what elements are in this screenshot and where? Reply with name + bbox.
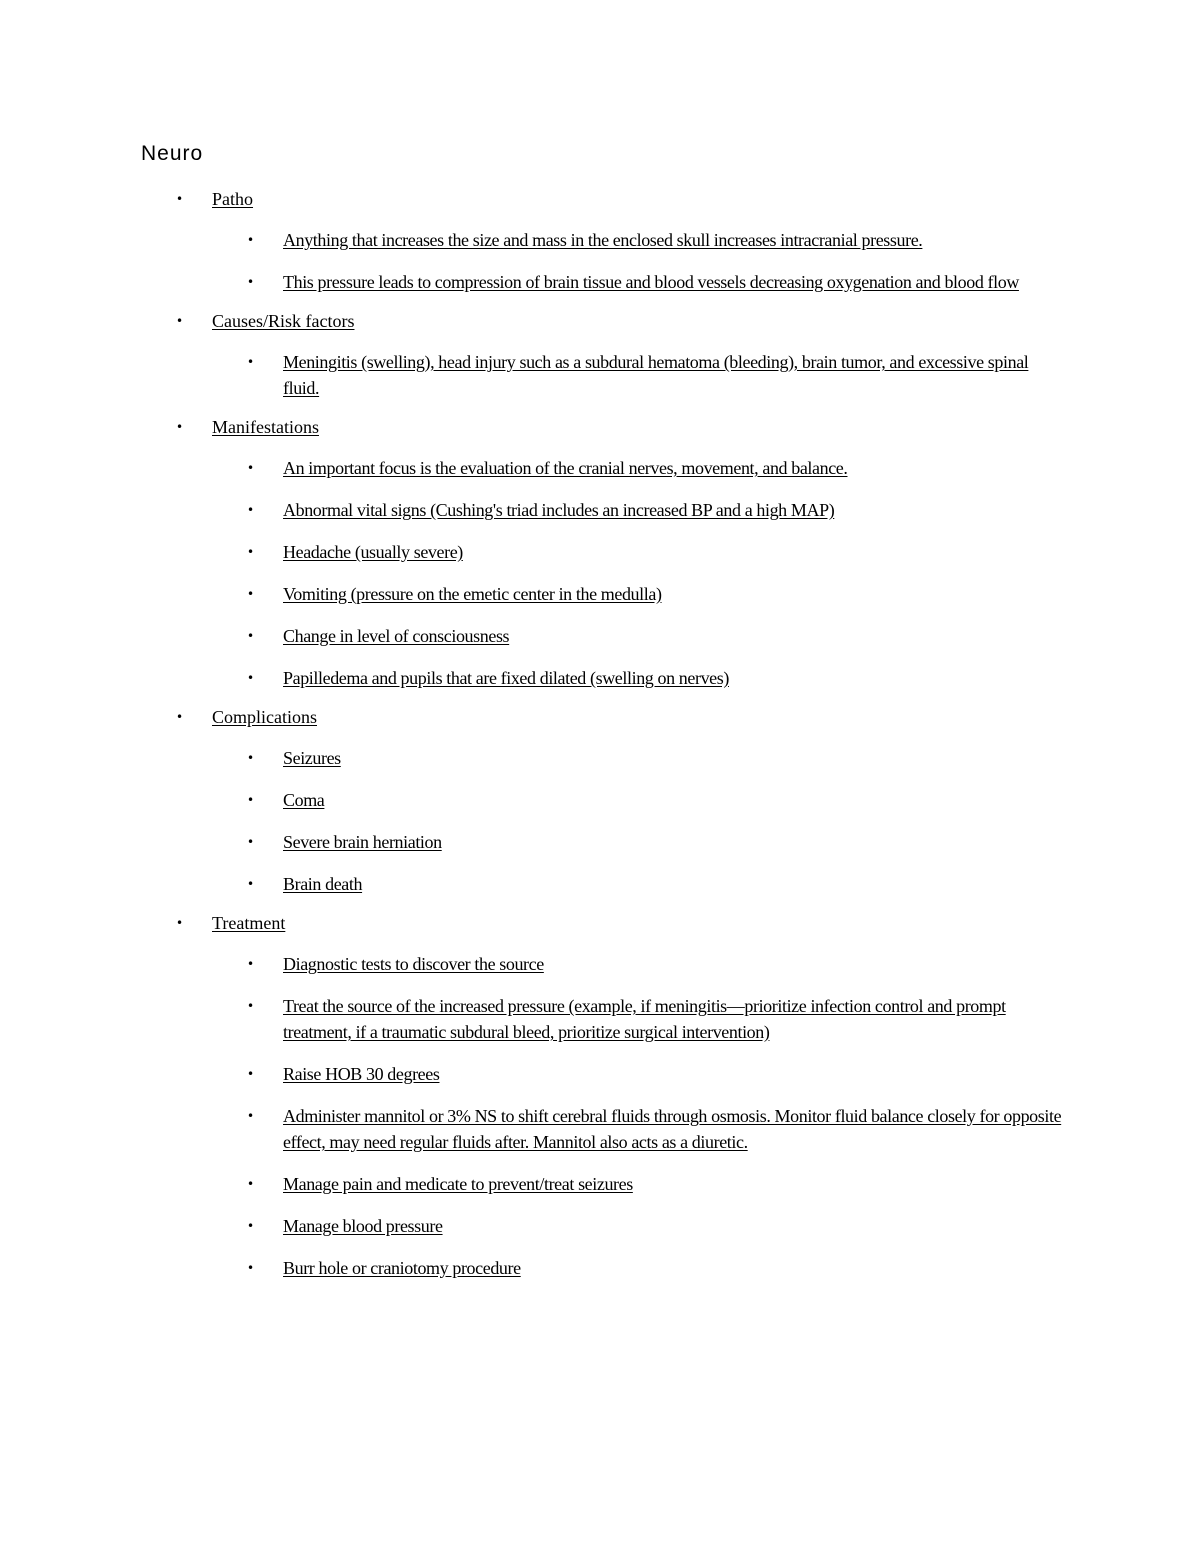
list-item <box>247 1103 1063 1155</box>
list-item-text: Diagnostic tests to discover the source <box>283 954 544 974</box>
section-heading-text: Causes/Risk factors <box>212 311 355 331</box>
list-item-text: Brain death <box>283 874 363 894</box>
bullet-icon: • <box>247 587 254 601</box>
bullet-icon: • <box>247 877 254 891</box>
list-item-text: Treat the source of the increased pressure (example, if meningitis—prioritize infection control and prompt treatment, if a traumatic subdural bleed, prioritize surgical intervention) <box>283 996 1006 1042</box>
list-item-text: Manage pain and medicate to prevent/treat seizures <box>283 1174 633 1194</box>
section-heading-text: Patho <box>212 189 254 209</box>
list-item <box>247 497 1063 523</box>
bullet-icon: • <box>247 1219 254 1233</box>
bullet-icon: • <box>247 957 254 971</box>
list-item <box>247 665 1063 691</box>
section-heading <box>176 910 1200 936</box>
list-item-text: Manage blood pressure <box>283 1216 443 1236</box>
bullet-icon: • <box>247 503 254 517</box>
outline-list <box>0 186 1200 1294</box>
bullet-icon: • <box>176 916 184 930</box>
list-item-text: Change in level of consciousness <box>283 626 510 646</box>
page-title: Neuro <box>141 142 204 165</box>
list-item-text: Administer mannitol or 3% NS to shift cerebral fluids through osmosis. Monitor fluid balance closely for opposite effect, may need regular fluids after. Mannitol also acts as a diuretic. <box>283 1106 1062 1152</box>
list-item <box>247 951 1063 977</box>
list-item-text: Anything that increases the size and mass in the enclosed skull increases intracranial pressure. <box>283 230 923 250</box>
list-item <box>247 1213 1063 1239</box>
section-heading-text: Manifestations <box>212 417 319 437</box>
section-heading-text: Complications <box>212 707 317 727</box>
bullet-icon: • <box>247 629 254 643</box>
list-item <box>247 623 1063 649</box>
list-item-text: Seizures <box>283 748 341 768</box>
bullet-icon: • <box>247 835 254 849</box>
list-item-text: This pressure leads to compression of brain tissue and blood vessels decreasing oxygenation and blood flow <box>283 272 1019 292</box>
bullet-icon: • <box>247 355 254 369</box>
bullet-icon: • <box>176 314 184 328</box>
list-item-text: Abnormal vital signs (Cushing's triad includes an increased BP and a high MAP) <box>283 500 835 520</box>
bullet-icon: • <box>247 545 254 559</box>
section-causes <box>0 308 1200 401</box>
item-list <box>0 349 1200 401</box>
bullet-icon: • <box>247 233 254 247</box>
list-item <box>247 455 1063 481</box>
list-item-text: Raise HOB 30 degrees <box>283 1064 440 1084</box>
list-item <box>247 787 1063 813</box>
bullet-icon: • <box>247 1177 254 1191</box>
item-list <box>0 745 1200 897</box>
list-item <box>247 745 1063 771</box>
list-item <box>247 993 1063 1045</box>
bullet-icon: • <box>247 275 254 289</box>
list-item-text: Papilledema and pupils that are fixed dilated (swelling on nerves) <box>283 668 729 688</box>
list-item <box>247 227 1063 253</box>
item-list <box>0 951 1200 1281</box>
list-item-text: An important focus is the evaluation of the cranial nerves, movement, and balance. <box>283 458 848 478</box>
section-heading <box>176 186 1200 212</box>
item-list <box>0 455 1200 691</box>
section-complications <box>0 704 1200 897</box>
list-item <box>247 539 1063 565</box>
section-patho <box>0 186 1200 295</box>
section-heading <box>176 414 1200 440</box>
list-item-text: Vomiting (pressure on the emetic center in the medulla) <box>283 584 662 604</box>
list-item-text: Coma <box>283 790 325 810</box>
item-list <box>0 227 1200 295</box>
section-heading-text: Treatment <box>212 913 286 933</box>
list-item-text: Meningitis (swelling), head injury such as a subdural hematoma (bleeding), brain tumor, and excessive spinal fluid. <box>283 352 1029 398</box>
section-heading <box>176 308 1200 334</box>
list-item-text: Burr hole or craniotomy procedure <box>283 1258 521 1278</box>
bullet-icon: • <box>247 793 254 807</box>
bullet-icon: • <box>247 751 254 765</box>
list-item <box>247 829 1063 855</box>
bullet-icon: • <box>247 1109 254 1123</box>
list-item <box>247 871 1063 897</box>
list-item <box>247 1171 1063 1197</box>
bullet-icon: • <box>247 671 254 685</box>
section-treatment <box>0 910 1200 1281</box>
list-item-text: Severe brain herniation <box>283 832 442 852</box>
bullet-icon: • <box>247 1067 254 1081</box>
list-item <box>247 269 1063 295</box>
section-heading <box>176 704 1200 730</box>
list-item <box>247 581 1063 607</box>
bullet-icon: • <box>176 710 184 724</box>
section-manifestations <box>0 414 1200 691</box>
bullet-icon: • <box>176 192 184 206</box>
list-item <box>247 349 1063 401</box>
bullet-icon: • <box>247 1261 254 1275</box>
bullet-icon: • <box>176 420 184 434</box>
list-item <box>247 1255 1063 1281</box>
list-item-text: Headache (usually severe) <box>283 542 463 562</box>
list-item <box>247 1061 1063 1087</box>
bullet-icon: • <box>247 999 254 1013</box>
bullet-icon: • <box>247 461 254 475</box>
